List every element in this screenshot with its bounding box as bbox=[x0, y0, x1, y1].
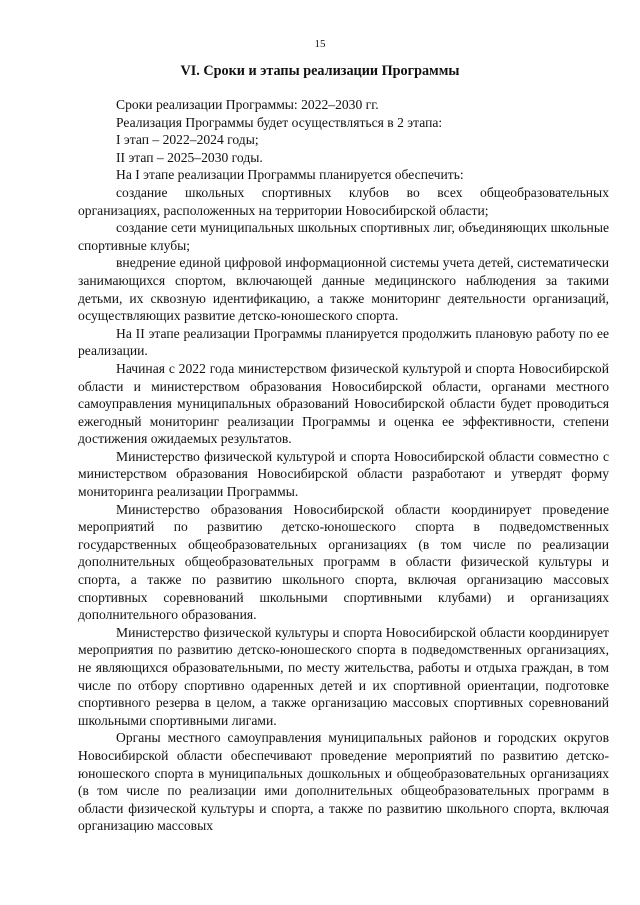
paragraph: Начиная с 2022 года министерством физической культурой и спорта Новосибирской области и министерством образования Новосибирской области, органами местного самоуправления муниципальных образований Новосибирской области будет проводиться ежегодный мониторинг реализации Программы и оценка ее эффективности, степени достижения ожидаемых результатов. bbox=[78, 360, 609, 447]
paragraph: Министерство физической культурой и спорта Новосибирской области совместно с министерством образования Новосибирской области разработают и утвердят форму мониторинга реализации Программы. bbox=[78, 448, 609, 500]
paragraph: II этап – 2025–2030 годы. bbox=[116, 149, 263, 165]
paragraph: Реализация Программы будет осуществляться в 2 этапа: bbox=[116, 114, 443, 130]
paragraph: Министерство образования Новосибирской области координирует проведение мероприятий по развитию детско-юношеского спорта в подведомственных государственных общеобразовательных организациях (в том числе по реализации дополнительных общеобразовательных программ в области физической культуры и спорта, а также по развитию школьного спорта, включая организацию массовых спортивных соревнований школьными спортивными клубами) и организациях дополнительного образования. bbox=[78, 501, 609, 623]
paragraph: На I этапе реализации Программы планируется обеспечить: bbox=[116, 167, 464, 183]
paragraph: создание сети муниципальных школьных спортивных лиг, объединяющих школьные спортивные клубы; bbox=[78, 220, 609, 253]
paragraph: Органы местного самоуправления муниципальных районов и городских округов Новосибирской области обеспечивают проведение мероприятий по развитию детско-юношеского спорта в муниципальных дошкольных и общеобразовательных организациях (в том числе по реализации ими дополнительных общеобразовательных программ в области физической культуры и спорта, а также по развитию школьного спорта, включая организацию массовых bbox=[78, 730, 609, 834]
section-heading: VI. Сроки и этапы реализации Программы bbox=[180, 63, 460, 79]
paragraph: создание школьных спортивных клубов во всех общеобразовательных организациях, расположенных на территории Новосибирской области; bbox=[78, 184, 609, 218]
paragraph: Министерство физической культуры и спорта Новосибирской области координирует мероприятия по развитию детско-юношеского спорта в подведомственных организациях, не являющихся образовательными, по месту жительства, работы и отдыха граждан, в том числе по отбору спортивно одаренных детей и их спортивной ориентации, подготовке спортивного резерва в целом, а также организацию массовых спортивных соревнований школьными спортивными лигами. bbox=[78, 624, 609, 728]
paragraph: Сроки реализации Программы: 2022–2030 гг. bbox=[116, 97, 379, 112]
paragraph: I этап – 2022–2024 годы; bbox=[116, 132, 259, 148]
page-number: 15 bbox=[314, 38, 326, 50]
paragraph: внедрение единой цифровой информационной системы учета детей, систематически занимающихся спортом, включающей данные медицинского наблюдения за такими детьми, их сквозную идентификацию, а также мониторинг деятельности организаций, осуществляющих развитие детско-юношеского спорта. bbox=[78, 255, 609, 324]
body-text bbox=[78, 96, 609, 835]
paragraph: На II этапе реализации Программы планируется продолжить плановую работу по ее реализации. bbox=[78, 325, 609, 359]
